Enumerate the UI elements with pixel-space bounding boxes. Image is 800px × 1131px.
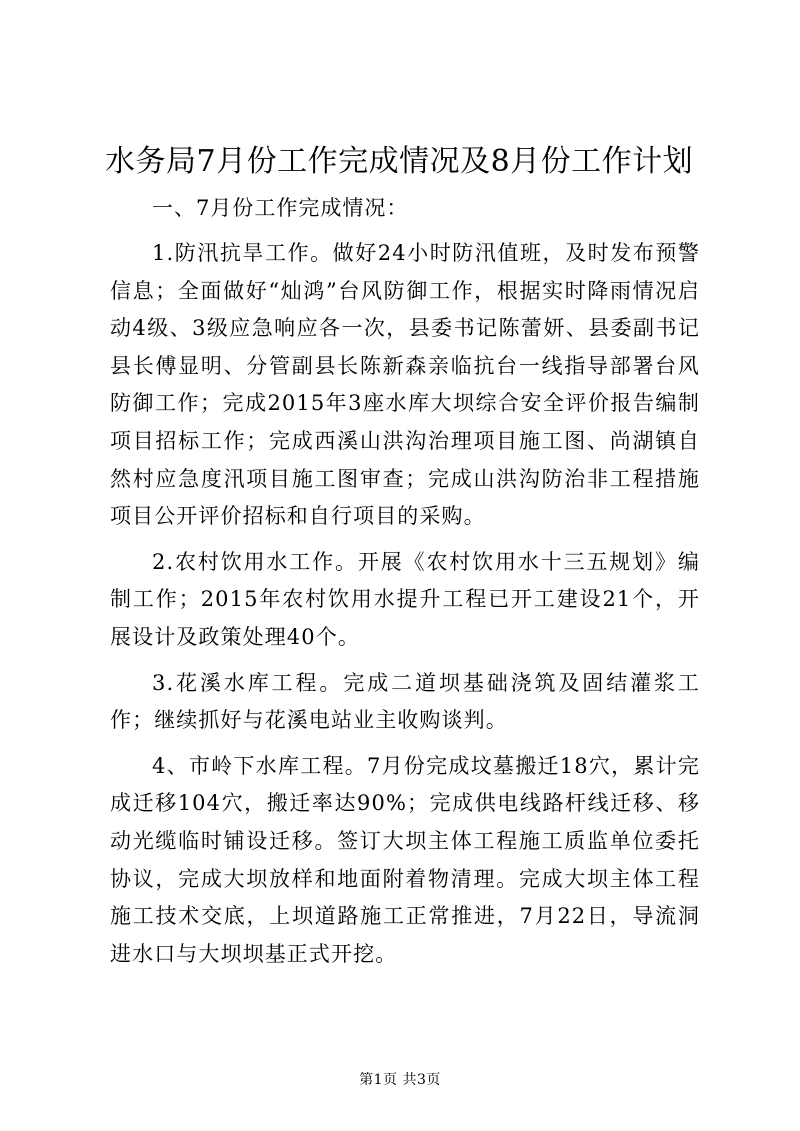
- document-title: 水务局7月份工作完成情况及8月份工作计划: [105, 144, 694, 179]
- paragraph-huaxi-reservoir: 3.花溪水库工程。完成二道坝基础浇筑及固结灌浆工作；继续抓好与花溪电站业主收购谈判。: [110, 670, 700, 733]
- paragraph-shilingxia-reservoir: 4、市岭下水库工程。7月份完成坟墓搬迁18穴，累计完成迁移104穴，搬迁率达90%；完成供电线路杆线迁移、移动光缆临时铺设迁移。签订大坝主体工程施工质监单位委托协议，完成大坝放样和地面附着物清理。完成大坝主体工程施工技术交底，上坝道路施工正常推进，7月22日，导流洞进水口与大坝坝基正式开挖。: [110, 753, 700, 966]
- document-body: [110, 190, 700, 973]
- section-heading: 一、7月份工作完成情况：: [152, 196, 409, 220]
- paragraph-rural-drinking-water: 2.农村饮用水工作。开展《农村饮用水十三五规划》编制工作；2015年农村饮用水提升工程已开工建设21个，开展设计及政策处理40个。: [110, 549, 700, 649]
- page-footer: 第1页 共3页: [359, 1072, 441, 1088]
- paragraph-flood-control: 1.防汛抗旱工作。做好24小时防汛值班，及时发布预警信息；全面做好“灿鸿”台风防御工作，根据实时降雨情况启动4级、3级应急响应各一次，县委书记陈蕾妍、县委副书记县长傅显明、分管副县长陈新森亲临抗台一线指导部署台风防御工作；完成2015年3座水库大坝综合安全评价报告编制项目招标工作；完成西溪山洪沟治理项目施工图、尚湖镇自然村应急度汛项目施工图审查；完成山洪沟防治非工程措施项目公开评价招标和自行项目的采购。: [110, 241, 700, 529]
